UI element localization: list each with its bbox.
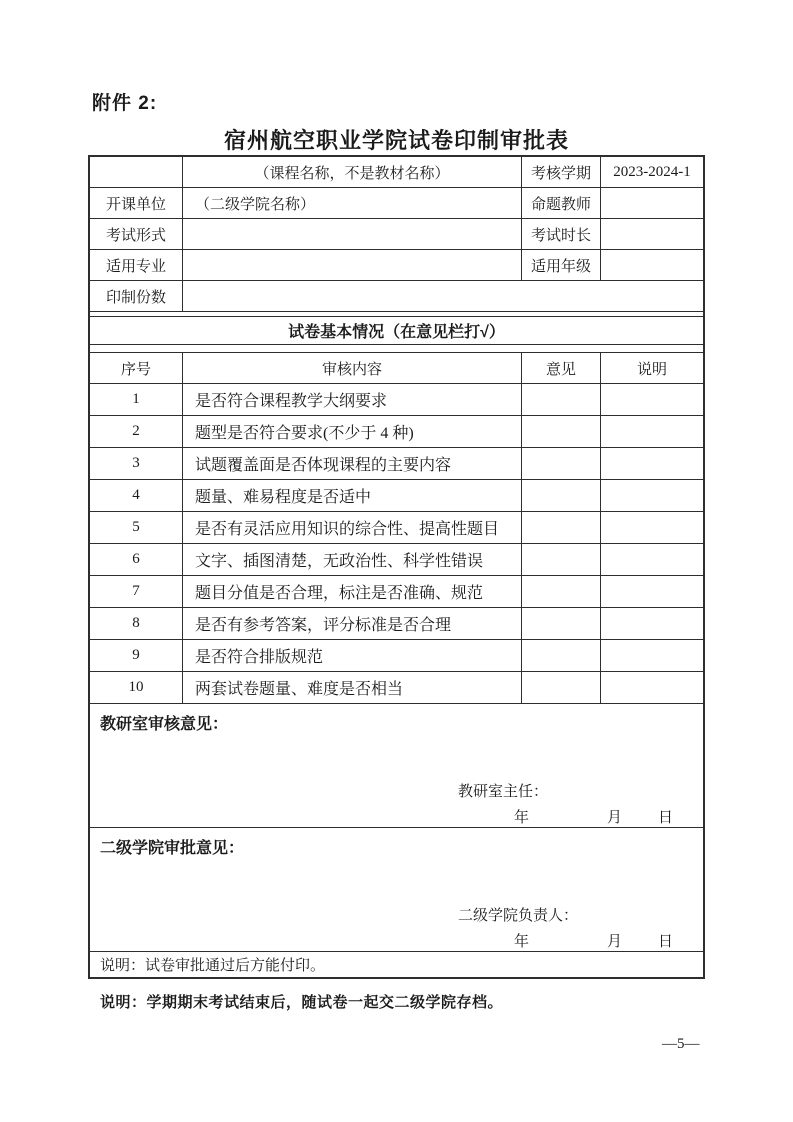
term-value: 2023-2024-1	[613, 163, 691, 180]
date-year: 年	[514, 810, 530, 826]
term-label: 考核学期	[522, 157, 601, 187]
print-copies-label: 印制份数	[90, 281, 183, 311]
sign-block-label: 二级学院审批意见：	[100, 840, 245, 857]
note-cell	[601, 480, 703, 511]
footer-note-row: 说明：试卷审批通过后方能付印。	[100, 958, 326, 974]
audit-row	[90, 608, 703, 640]
audit-content: 文字、插图清楚，无政治性、科学性错误	[183, 544, 522, 575]
course-hint-cell: （课程名称，不是教材名称）	[183, 157, 522, 187]
audit-row	[90, 416, 703, 448]
info-label2: 适用年级	[522, 250, 601, 280]
course-label-cell	[90, 157, 183, 187]
opinion-cell	[522, 576, 601, 607]
audit-content: 是否有灵活应用知识的综合性、提高性题目	[183, 512, 522, 543]
info-row-print-copies	[90, 281, 703, 312]
info-row-course	[90, 157, 703, 188]
audit-no: 6	[90, 544, 183, 575]
audit-no: 1	[90, 384, 183, 415]
audit-content: 试题覆盖面是否体现课程的主要内容	[183, 448, 522, 479]
audit-row	[90, 480, 703, 512]
approval-table	[88, 155, 705, 979]
opinion-cell	[522, 608, 601, 639]
audit-no: 3	[90, 448, 183, 479]
info-value	[183, 219, 522, 249]
header-opinion: 意见	[522, 353, 601, 383]
note-cell	[601, 576, 703, 607]
audit-no: 8	[90, 608, 183, 639]
opinion-cell	[522, 480, 601, 511]
audit-header-row	[90, 352, 703, 384]
note-cell	[601, 448, 703, 479]
audit-row	[90, 544, 703, 576]
info-value2	[601, 250, 703, 280]
audit-row	[90, 512, 703, 544]
opinion-cell	[522, 416, 601, 447]
audit-row	[90, 672, 703, 704]
date-day: 日	[658, 810, 674, 826]
print-copies-value	[183, 281, 703, 311]
audit-content: 两套试卷题量、难度是否相当	[183, 672, 522, 703]
sign-block-label: 教研室审核意见：	[100, 716, 229, 733]
info-label: 考试形式	[90, 219, 183, 249]
signer-label: 教研室主任：	[458, 784, 549, 800]
date-month: 月	[607, 934, 623, 950]
page-number: —5—	[662, 1036, 700, 1052]
opinion-cell	[522, 384, 601, 415]
audit-content: 题量、难易程度是否适中	[183, 480, 522, 511]
audit-row	[90, 640, 703, 672]
audit-no: 7	[90, 576, 183, 607]
info-value2	[601, 219, 703, 249]
audit-no: 5	[90, 512, 183, 543]
audit-content: 是否符合排版规范	[183, 640, 522, 671]
info-label2: 考试时长	[522, 219, 601, 249]
note-cell	[601, 672, 703, 703]
opinion-cell	[522, 512, 601, 543]
opinion-cell	[522, 640, 601, 671]
opinion-cell	[522, 672, 601, 703]
date-day: 日	[658, 934, 674, 950]
audit-no: 10	[90, 672, 183, 703]
header-no: 序号	[90, 353, 183, 383]
page-title: 宿州航空职业学院试卷印制审批表	[223, 128, 569, 153]
info-value: （二级学院名称）	[183, 188, 522, 218]
info-value	[183, 250, 522, 280]
info-label: 开课单位	[90, 188, 183, 218]
info-label2: 命题教师	[522, 188, 601, 218]
audit-no: 4	[90, 480, 183, 511]
attachment-label: 附件 2:	[92, 93, 158, 114]
audit-row	[90, 384, 703, 416]
opinion-cell	[522, 448, 601, 479]
note-cell	[601, 640, 703, 671]
audit-no: 9	[90, 640, 183, 671]
info-row	[90, 188, 703, 219]
info-row	[90, 219, 703, 250]
info-value2	[601, 188, 703, 218]
sign-block-teaching-office	[90, 704, 703, 828]
signer-label: 二级学院负责人：	[458, 908, 579, 924]
section-title: 试卷基本情况（在意见栏打√）	[90, 316, 703, 345]
note-cell	[601, 416, 703, 447]
info-label: 适用专业	[90, 250, 183, 280]
sign-block-college	[90, 828, 703, 952]
note-cell	[601, 384, 703, 415]
audit-no: 2	[90, 416, 183, 447]
note-cell	[601, 512, 703, 543]
bottom-note: 说明：学期期末考试结束后，随试卷一起交二级学院存档。	[100, 995, 504, 1011]
audit-row	[90, 576, 703, 608]
date-line	[514, 806, 673, 827]
audit-row	[90, 448, 703, 480]
date-line	[514, 930, 673, 951]
audit-content: 题型是否符合要求(不少于 4 种)	[183, 416, 522, 447]
header-note: 说明	[636, 361, 667, 378]
opinion-cell	[522, 544, 601, 575]
note-cell	[601, 544, 703, 575]
header-content: 审核内容	[183, 353, 522, 383]
audit-content: 是否有参考答案，评分标准是否合理	[183, 608, 522, 639]
audit-content: 是否符合课程教学大纲要求	[183, 384, 522, 415]
note-cell	[601, 608, 703, 639]
date-year: 年	[514, 934, 530, 950]
info-row	[90, 250, 703, 281]
audit-content: 题目分值是否合理，标注是否准确、规范	[183, 576, 522, 607]
date-month: 月	[607, 810, 623, 826]
table-gap	[90, 345, 703, 352]
